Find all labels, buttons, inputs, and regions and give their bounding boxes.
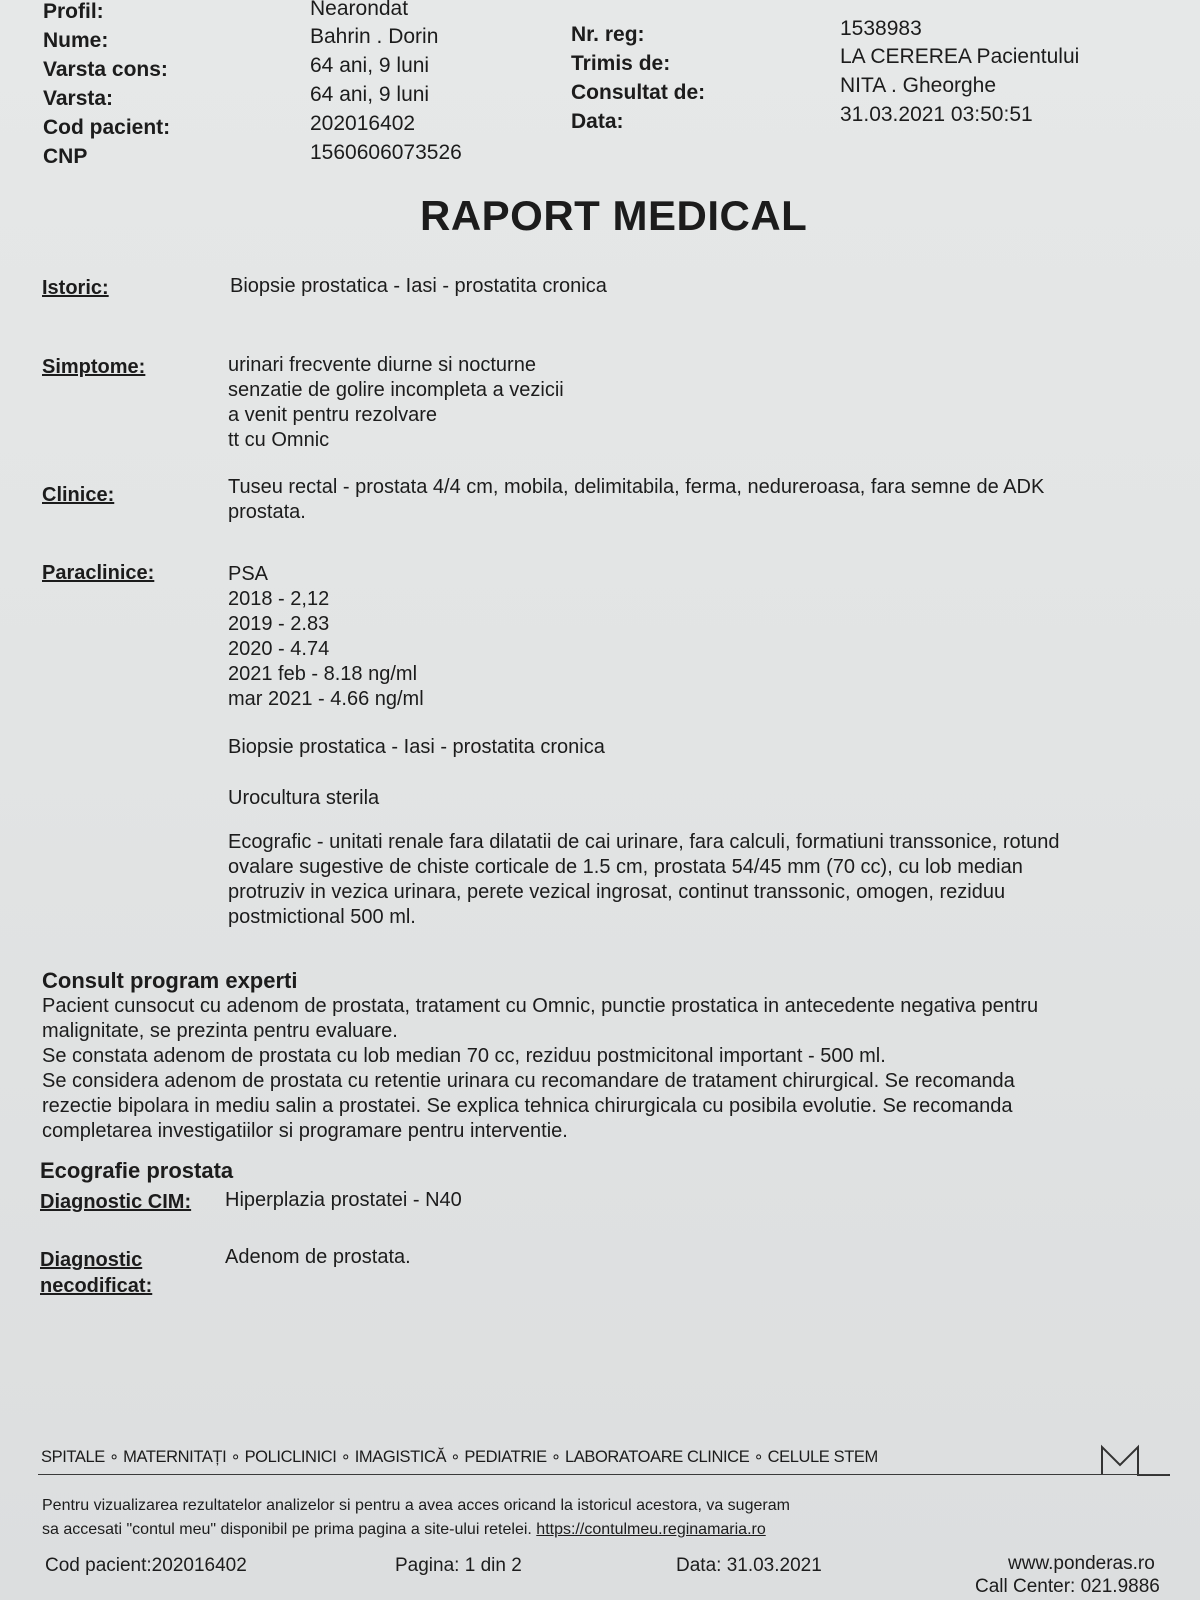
simptome-label: Simptome: bbox=[42, 356, 146, 378]
cnp-label: CNP bbox=[43, 145, 88, 168]
consult-text bbox=[42, 994, 1038, 1144]
consultat-de-label: Consultat de: bbox=[571, 81, 706, 104]
consultat-de-value: NITA . Gheorghe bbox=[840, 74, 997, 97]
consult-line: rezectie bipolara in mediu salin a prostatei. Se explica tehnica chirurgicala cu posibila evolutie. Se recomanda bbox=[42, 1095, 1013, 1117]
footer-call-center: Call Center: 021.9886 bbox=[975, 1576, 1160, 1597]
footer-note-text: sa accesati "contul meu" disponibil pe prima pagina a site-ului retelei. bbox=[42, 1521, 532, 1538]
clinice-line: Tuseu rectal - prostata 4/4 cm, mobila, delimitabila, ferma, nedureroasa, fara semne de ADK bbox=[228, 476, 1045, 498]
consult-line: completarea investigatiilor si programare pentru interventie. bbox=[42, 1120, 568, 1142]
ecografic-line: postmictional 500 ml. bbox=[228, 906, 416, 928]
varsta-cons-label: Varsta cons: bbox=[43, 58, 168, 81]
psa-line: 2020 - 4.74 bbox=[228, 638, 330, 660]
psa-line: 2018 - 2,12 bbox=[228, 588, 330, 610]
istoric-label: Istoric: bbox=[42, 277, 109, 299]
page-title: RAPORT MEDICAL bbox=[420, 192, 808, 239]
simptome-line: urinari frecvente diurne si nocturne bbox=[228, 354, 536, 376]
footer-website[interactable]: www.ponderas.ro bbox=[1008, 1553, 1155, 1574]
nume-value: Bahrin . Dorin bbox=[310, 25, 439, 48]
psa-line: PSA bbox=[228, 563, 269, 585]
footer-divider bbox=[38, 1474, 1168, 1475]
footer-note-line: Pentru vizualizarea rezultatelor analizelor si pentru a avea acces oricand la istoricul acestora, va sugeram bbox=[42, 1497, 790, 1514]
footer-note-line bbox=[42, 1518, 766, 1542]
varsta-label: Varsta: bbox=[43, 87, 114, 110]
ecografic-line: Ecografic - unitati renale fara dilatatii de cai urinare, fara calculi, formatiuni transsonice, rotund bbox=[228, 831, 1060, 853]
diagnostic-necodificat-value: Adenom de prostata. bbox=[225, 1246, 411, 1268]
clinice-line: prostata. bbox=[228, 501, 306, 523]
ecografic-line: protruziv in vezica urinara, perete vezical ingrosat, continut transsonic, omogen, reziduu bbox=[228, 881, 1006, 903]
consult-line: Se constata adenom de prostata cu lob median 70 cc, reziduu postmicitonal important - 500 ml. bbox=[42, 1045, 886, 1067]
nr-reg-label: Nr. reg: bbox=[571, 23, 645, 46]
consult-line: Se considera adenom de prostata cu retentie urinara cu recomandare de tratament chirurgical. Se recomanda bbox=[42, 1070, 1015, 1092]
varsta-cons-value: 64 ani, 9 luni bbox=[310, 54, 430, 77]
footer-services-menu: SPITALE ∘ MATERNITAȚI ∘ POLICLINICI ∘ IMAGISTICĂ ∘ PEDIATRIE ∘ LABORATOARE CLINICE ∘ CELULE STEM bbox=[41, 1448, 878, 1466]
footer-cod-pacient: Cod pacient:202016402 bbox=[45, 1555, 247, 1576]
profil-value: Nearondat bbox=[310, 0, 409, 20]
biopsie-text: Biopsie prostatica - Iasi - prostatita cronica bbox=[228, 736, 605, 758]
istoric-text: Biopsie prostatica - Iasi - prostatita cronica bbox=[230, 275, 607, 297]
urocultura-text: Urocultura sterila bbox=[228, 787, 380, 809]
cod-pacient-value: 202016402 bbox=[310, 112, 416, 135]
nume-label: Nume: bbox=[43, 29, 109, 52]
cod-pacient-label: Cod pacient: bbox=[43, 116, 171, 139]
clinice-label: Clinice: bbox=[42, 484, 115, 506]
trimis-de-value: LA CEREREA Pacientului bbox=[840, 45, 1080, 68]
simptome-list bbox=[228, 353, 564, 453]
paraclinice-label: Paraclinice: bbox=[42, 562, 155, 584]
simptome-line: tt cu Omnic bbox=[228, 429, 330, 451]
profil-label: Profil: bbox=[43, 0, 104, 23]
psa-values bbox=[228, 562, 424, 712]
footer-page-number: Pagina: 1 din 2 bbox=[395, 1555, 522, 1576]
cnp-value: 1560606073526 bbox=[310, 141, 462, 164]
nr-reg-value: 1538983 bbox=[840, 17, 922, 40]
ecografie-heading: Ecografie prostata bbox=[40, 1158, 234, 1183]
trimis-de-label: Trimis de: bbox=[571, 52, 671, 75]
data-value: 31.03.2021 03:50:51 bbox=[840, 103, 1033, 126]
consult-line: Pacient cunsocut cu adenom de prostata, tratament cu Omnic, punctie prostatica in antecedente negativa pentru bbox=[42, 995, 1039, 1017]
ecografic-line: ovalare sugestive de chiste corticale de 1.5 cm, prostata 54/45 mm (70 cc), cu lob median bbox=[228, 856, 1023, 878]
data-label: Data: bbox=[571, 110, 624, 133]
ecografic-text bbox=[228, 830, 1060, 930]
psa-line: 2019 - 2.83 bbox=[228, 613, 330, 635]
diagnostic-necodificat-label-line: necodificat: bbox=[40, 1275, 153, 1297]
varsta-value: 64 ani, 9 luni bbox=[310, 83, 430, 106]
footer-date: Data: 31.03.2021 bbox=[676, 1555, 822, 1576]
consult-line: malignitate, se prezinta pentru evaluare. bbox=[42, 1020, 398, 1042]
diagnostic-cim-label: Diagnostic CIM: bbox=[40, 1191, 192, 1213]
contul-meu-link[interactable]: https://contulmeu.reginamaria.ro bbox=[536, 1521, 766, 1538]
diagnostic-necodificat-label-line: Diagnostic bbox=[40, 1249, 143, 1271]
simptome-line: senzatie de golire incompleta a vezicii bbox=[228, 379, 564, 401]
consult-heading: Consult program experti bbox=[42, 968, 298, 993]
diagnostic-cim-value: Hiperplazia prostatei - N40 bbox=[225, 1189, 462, 1211]
diagnostic-necodificat-label bbox=[40, 1247, 152, 1299]
clinice-text bbox=[228, 475, 1044, 525]
psa-line: mar 2021 - 4.66 ng/ml bbox=[228, 688, 424, 710]
psa-line: 2021 feb - 8.18 ng/ml bbox=[228, 663, 418, 685]
simptome-line: a venit pentru rezolvare bbox=[228, 404, 438, 426]
